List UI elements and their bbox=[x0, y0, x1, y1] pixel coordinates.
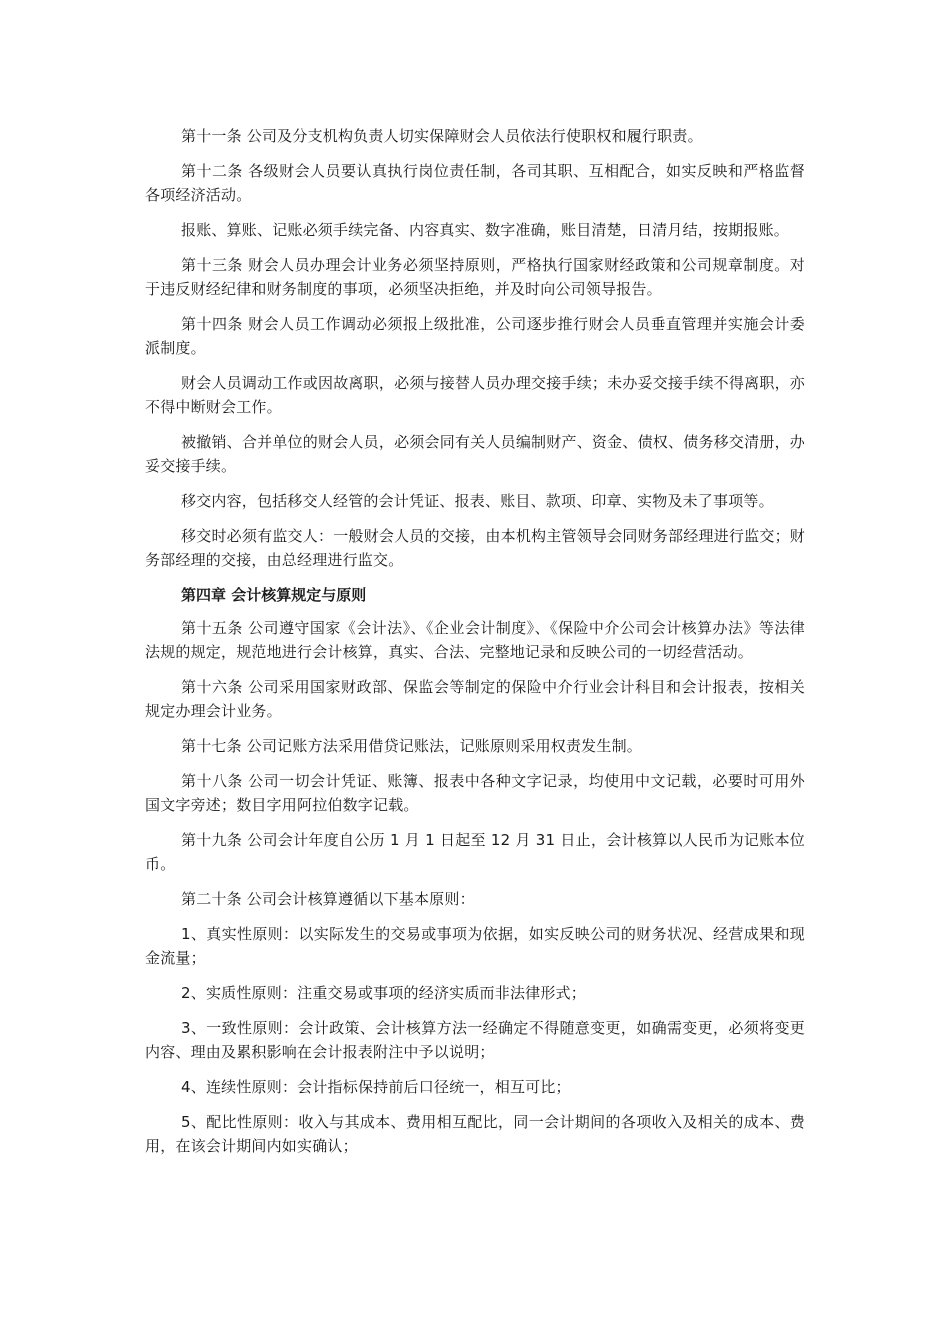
paragraph-article-18: 第十八条 公司一切会计凭证、账簿、报表中各种文字记录，均使用中文记载，必要时可用外国文字旁述；数目字用阿拉伯数字记载。 bbox=[145, 772, 805, 814]
chapter-heading: 第四章 会计核算规定与原则 bbox=[181, 586, 367, 604]
list-item-principle-5: 5、配比性原则：收入与其成本、费用相互配比，同一会计期间的各项收入及相关的成本、费用，在该会计期间内如实确认； bbox=[145, 1113, 805, 1155]
paragraph-article-20: 第二十条 公司会计核算遵循以下基本原则： bbox=[181, 890, 475, 908]
paragraph-transfer-content: 移交内容，包括移交人经管的会计凭证、报表、账目、款项、印章、实物及未了事项等。 bbox=[181, 492, 774, 510]
list-item-principle-1: 1、真实性原则：以实际发生的交易或事项为依据，如实反映公司的财务状况、经营成果和现金流量； bbox=[145, 925, 805, 967]
list-item-principle-2: 2、实质性原则：注重交易或事项的经济实质而非法律形式； bbox=[181, 984, 586, 1002]
paragraph-article-16: 第十六条 公司采用国家财政部、保监会等制定的保险中介行业会计科目和会计报表，按相关规定办理会计业务。 bbox=[145, 678, 805, 720]
paragraph-bookkeeping: 报账、算账、记账必须手续完备、内容真实、数字准确，账目清楚，日清月结，按期报账。 bbox=[181, 221, 790, 239]
paragraph-article-14: 第十四条 财会人员工作调动必须报上级批准，公司逐步推行财会人员垂直管理并实施会计委派制度。 bbox=[145, 315, 805, 357]
paragraph-article-11: 第十一条 公司及分支机构负责人切实保障财会人员依法行使职权和履行职责。 bbox=[181, 127, 703, 145]
list-item-principle-4: 4、连续性原则：会计指标保持前后口径统一，相互可比； bbox=[181, 1078, 571, 1096]
paragraph-article-15: 第十五条 公司遵守国家《会计法》、《企业会计制度》、《保险中介公司会计核算办法》等法律法规的规定，规范地进行会计核算，真实、合法、完整地记录和反映公司的一切经营活动。 bbox=[145, 619, 805, 661]
paragraph-article-13: 第十三条 财会人员办理会计业务必须坚持原则，严格执行国家财经政策和公司规章制度。对于违反财经纪律和财务制度的事项，必须坚决拒绝，并及时向公司领导报告。 bbox=[145, 256, 805, 298]
paragraph-merged-units: 被撤销、合并单位的财会人员，必须会同有关人员编制财产、资金、债权、债务移交清册，办妥交接手续。 bbox=[145, 433, 805, 475]
paragraph-supervisor: 移交时必须有监交人：一般财会人员的交接，由本机构主管领导会同财务部经理进行监交；财务部经理的交接，由总经理进行监交。 bbox=[145, 527, 805, 569]
paragraph-article-12: 第十二条 各级财会人员要认真执行岗位责任制，各司其职、互相配合，如实反映和严格监督各项经济活动。 bbox=[145, 162, 805, 204]
list-item-principle-3: 3、一致性原则：会计政策、会计核算方法一经确定不得随意变更，如确需变更，必须将变更内容、理由及累积影响在会计报表附注中予以说明； bbox=[145, 1019, 805, 1061]
paragraph-transfer-handover: 财会人员调动工作或因故离职，必须与接替人员办理交接手续；未办妥交接手续不得离职，亦不得中断财会工作。 bbox=[145, 374, 805, 416]
document-body bbox=[145, 124, 805, 1169]
paragraph-article-17: 第十七条 公司记账方法采用借贷记账法，记账原则采用权责发生制。 bbox=[181, 737, 642, 755]
paragraph-article-19: 第十九条 公司会计年度自公历 1 月 1 日起至 12 月 31 日止，会计核算以人民币为记账本位币。 bbox=[145, 831, 805, 873]
